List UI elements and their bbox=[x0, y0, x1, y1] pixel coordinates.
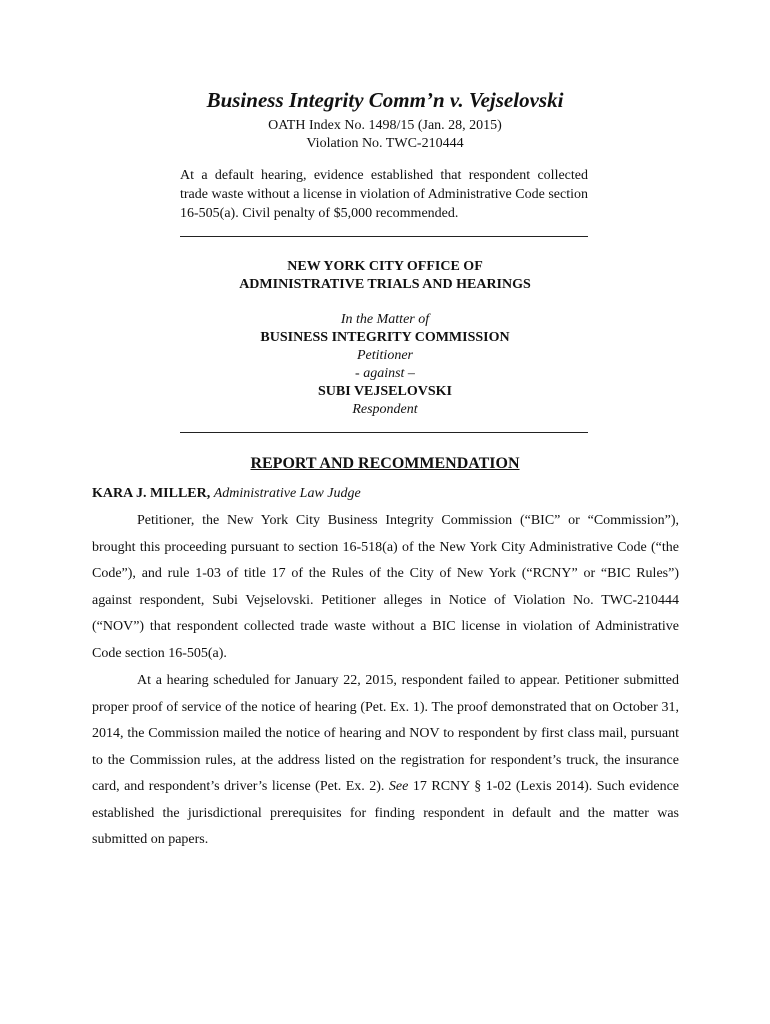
against-label: - against – bbox=[355, 366, 415, 381]
divider-bottom bbox=[180, 432, 588, 433]
petitioner-role: Petitioner bbox=[357, 348, 413, 363]
body-paragraph-2 bbox=[92, 668, 679, 854]
judge-line bbox=[92, 486, 361, 502]
body-paragraph-2-text-b: 17 RCNY § 1-02 (Lexis 2014). Such evidence established the jurisdictional prerequisites for finding respondent in default and the matter was submitted on papers. bbox=[92, 779, 680, 847]
see-citation-signal: See bbox=[388, 779, 409, 794]
office-line-1: NEW YORK CITY OFFICE OF bbox=[287, 259, 483, 274]
case-title: Business Integrity Comm’n v. Vejselovski bbox=[206, 88, 564, 112]
judge-name: KARA J. MILLER, bbox=[92, 486, 211, 501]
in-the-matter-of: In the Matter of bbox=[340, 312, 430, 327]
report-heading: REPORT AND RECOMMENDATION bbox=[250, 455, 520, 472]
office-heading bbox=[0, 258, 770, 294]
judge-title: Administrative Law Judge bbox=[213, 486, 361, 501]
body-paragraph-2-text-a: At a hearing scheduled for January 22, 2015, respondent failed to appear. Petitioner submitted proper proof of service of the notice of hearing (Pet. Ex. 1). The proof demonstrated that on October 31, 2014, the Commission mailed the notice of hearing and NOV to respondent by first class mail, pursuant to the Commission rules, at the address listed on the registration for respondent’s truck, the insurance card, and respondent’s driver’s license (Pet. Ex. 2). bbox=[92, 673, 679, 794]
petitioner-name: BUSINESS INTEGRITY COMMISSION bbox=[260, 330, 510, 345]
case-summary: At a default hearing, evidence established that respondent collected trade waste without a license in violation of Administrative Code section 16-505(a). Civil penalty of $5,000 recommended. bbox=[180, 168, 588, 221]
oath-index-line: OATH Index No. 1498/15 (Jan. 28, 2015) bbox=[268, 118, 502, 133]
office-line-2: ADMINISTRATIVE TRIALS AND HEARINGS bbox=[239, 277, 531, 292]
respondent-role: Respondent bbox=[352, 402, 418, 417]
respondent-name: SUBI VEJSELOVSKI bbox=[318, 384, 452, 399]
case-caption bbox=[0, 311, 770, 419]
body-paragraph-1: Petitioner, the New York City Business Integrity Commission (“BIC” or “Commission”), brought this proceeding pursuant to section 16-518(a) of the New York City Administrative Code (“the Code”), and rule 1-03 of title 17 of the Rules of the City of New York (“RCNY” or “BIC Rules”) against respondent, Subi Vejselovski. Petitioner alleges in Notice of Violation No. TWC-210444 (“NOV”) that respondent collected trade waste without a BIC license in violation of Administrative Code section 16-505(a). bbox=[92, 513, 679, 661]
violation-number-line: Violation No. TWC-210444 bbox=[306, 136, 464, 151]
divider-top bbox=[180, 236, 588, 237]
